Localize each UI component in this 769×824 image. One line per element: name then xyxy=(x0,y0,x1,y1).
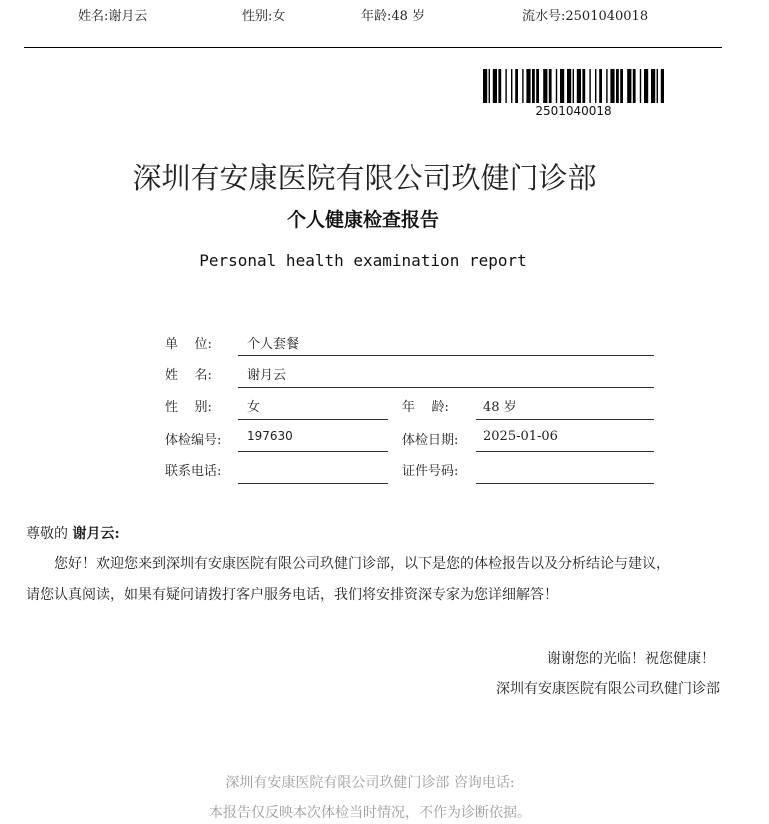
phone-underline xyxy=(238,483,388,484)
barcode-bar xyxy=(661,69,664,103)
barcode-bar xyxy=(549,69,552,103)
barcode-bar xyxy=(526,69,530,103)
barcode-bar xyxy=(532,69,535,103)
header-gender-value: 女 xyxy=(272,9,286,24)
unit-label: 单 位: xyxy=(165,337,212,352)
exam-no-label: 体检编号: xyxy=(165,433,222,448)
name-label: 姓 名: xyxy=(165,368,212,383)
footer-contact: 深圳有安康医院有限公司玖健门诊部 咨询电话: xyxy=(225,775,515,791)
letter-line-1: 您好！欢迎您来到深圳有安康医院有限公司玖健门诊部，以下是您的体检报告以及分析结论与建议， xyxy=(54,556,670,572)
name-value: 谢月云 xyxy=(247,368,287,383)
header-gender xyxy=(242,5,285,24)
recipient-name: 谢月云: xyxy=(72,526,120,542)
barcode-bar xyxy=(651,69,655,103)
id-label: 证件号码: xyxy=(402,464,459,479)
barcode-bar xyxy=(522,69,523,103)
hospital-title: 深圳有安康医院有限公司玖健门诊部 xyxy=(132,161,597,195)
header-serial xyxy=(522,5,648,24)
barcode-bar xyxy=(498,69,501,103)
salutation-text: 尊敬的 xyxy=(26,526,68,542)
report-title-english: Personal health examination report xyxy=(199,251,527,270)
barcode-bar xyxy=(560,69,564,103)
unit-underline xyxy=(238,355,654,356)
barcode-bar xyxy=(616,69,619,103)
phone-label: 联系电话: xyxy=(165,464,222,479)
closing-thanks: 谢谢您的光临！祝您健康！ xyxy=(547,651,715,667)
barcode-bar xyxy=(577,69,581,103)
header-age xyxy=(361,5,425,24)
unit-value: 个人套餐 xyxy=(247,337,300,352)
header-divider xyxy=(24,47,722,48)
barcode-bar xyxy=(536,69,539,103)
header-serial-label: 流水号: xyxy=(522,9,566,24)
header-age-label: 年龄: xyxy=(361,9,392,24)
exam-date-underline xyxy=(476,451,654,452)
closing-signature: 深圳有安康医院有限公司玖健门诊部 xyxy=(496,681,720,697)
barcode-bar xyxy=(489,69,490,103)
header-serial-value: 2501040018 xyxy=(565,9,649,24)
header-name-label: 姓名: xyxy=(78,9,109,24)
barcode-number: 2501040018 xyxy=(535,104,612,118)
barcode-bar xyxy=(599,69,602,103)
barcode-image xyxy=(483,69,664,103)
header-name xyxy=(78,5,147,24)
barcode-bar xyxy=(644,69,648,103)
barcode-bar xyxy=(627,69,631,103)
header-gender-label: 性别: xyxy=(242,9,273,24)
exam-no-underline xyxy=(238,451,388,452)
header-age-value: 48 岁 xyxy=(391,9,426,24)
barcode-bar xyxy=(606,69,607,103)
barcode-bar xyxy=(582,69,585,103)
age-label: 年 龄: xyxy=(402,400,449,415)
barcode-bar xyxy=(657,69,658,103)
age-underline xyxy=(476,419,654,420)
barcode-bar xyxy=(556,69,557,103)
salutation xyxy=(26,523,120,543)
age-value: 48 岁 xyxy=(483,400,517,415)
barcode-bar xyxy=(483,69,487,103)
letter-line-2: 请您认真阅读，如果有疑问请拨打客户服务电话，我们将安排资深专家为您详细解答！ xyxy=(26,587,558,603)
barcode-bar xyxy=(633,69,636,103)
barcode-bar xyxy=(543,69,547,103)
barcode-bar xyxy=(640,69,641,103)
gender-underline xyxy=(238,419,388,420)
report-title: 个人健康检查报告 xyxy=(286,209,439,231)
footer-disclaimer: 本报告仅反映本次体检当时情况，不作为诊断依据。 xyxy=(209,805,531,821)
exam-date-value: 2025-01-06 xyxy=(483,429,558,444)
gender-value: 女 xyxy=(247,400,261,415)
name-underline xyxy=(238,387,654,388)
exam-no-value: 197630 xyxy=(247,429,293,443)
id-underline xyxy=(476,483,654,484)
header-name-value: 谢月云 xyxy=(108,9,148,24)
exam-date-label: 体检日期: xyxy=(402,433,459,448)
barcode-bar xyxy=(493,69,497,103)
barcode-bar xyxy=(589,69,590,103)
barcode-bar xyxy=(610,69,614,103)
barcode-bar xyxy=(595,69,596,103)
barcode-bar xyxy=(511,69,512,103)
barcode-bar xyxy=(505,69,506,103)
barcode-bar xyxy=(620,69,623,103)
gender-label: 性 别: xyxy=(165,400,212,415)
barcode-bar xyxy=(567,69,571,103)
barcode-bar xyxy=(515,69,518,103)
barcode-bar xyxy=(573,69,574,103)
